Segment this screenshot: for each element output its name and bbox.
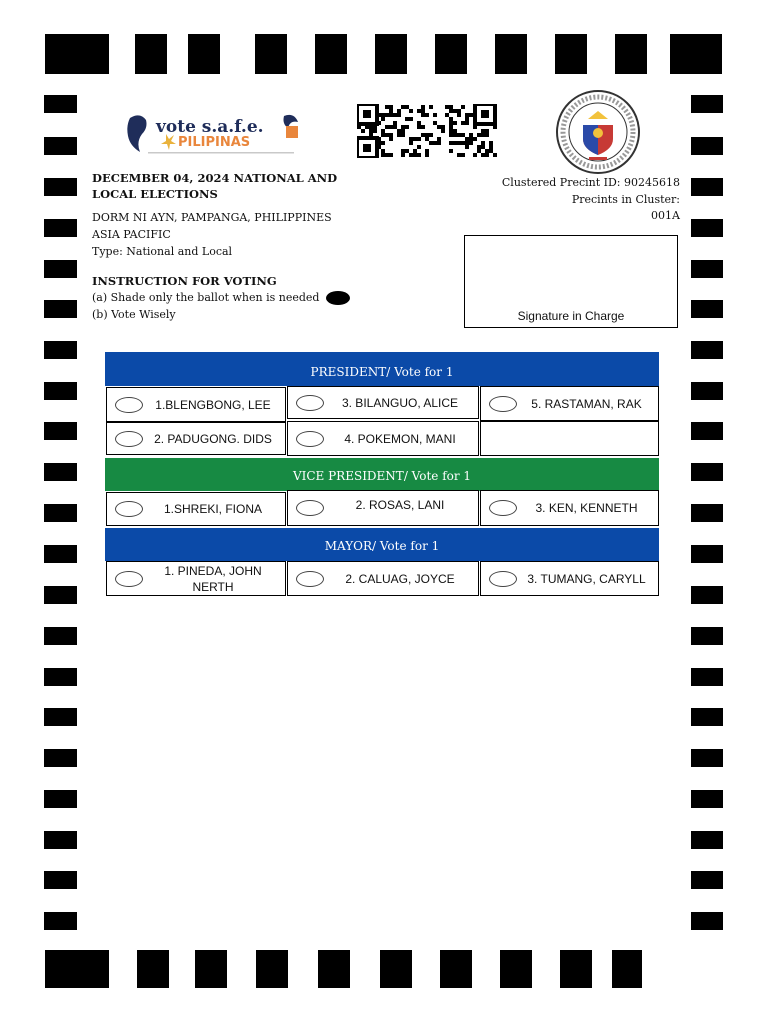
timing-mark [44,545,77,563]
timing-mark [44,219,77,237]
instruction-item-text: (a) Shade only the ballot when is needed [92,291,320,304]
timing-mark [380,950,412,988]
section-header-vice-president: VICE PRESIDENT/ Vote for 1 [105,458,659,491]
timing-mark [137,950,169,988]
vote-oval[interactable] [296,395,324,411]
vote-safe-pilipinas-logo [124,108,304,156]
timing-mark [560,950,592,988]
candidate-name: 2. CALUAG, JOYCE [345,571,455,586]
precincts-in-cluster-value: 001A [651,209,680,222]
timing-mark [315,34,347,74]
timing-mark [691,586,723,604]
timing-mark [44,463,77,481]
section-header-mayor: MAYOR/ Vote for 1 [105,528,659,561]
timing-mark [45,950,109,988]
vote-oval[interactable] [296,431,324,447]
svg-text:PILIPINAS: PILIPINAS [178,135,251,150]
vote-oval[interactable] [115,397,143,413]
timing-mark [375,34,407,74]
vote-oval[interactable] [115,501,143,517]
timing-mark [44,382,77,400]
timing-mark [44,178,77,196]
timing-mark [691,749,723,767]
instruction-item: (b) Vote Wisely [92,308,176,321]
candidate-name: 1.SHREKI, FIONA [163,502,263,516]
candidate-option[interactable] [106,387,286,422]
candidate-name: 1. PINEDA, JOHN NERTH [164,563,262,594]
candidate-option[interactable] [106,492,286,526]
timing-mark [44,260,77,278]
candidate-option[interactable] [480,490,659,526]
timing-mark [691,137,723,155]
timing-mark [135,34,167,74]
timing-mark [691,831,723,849]
department-of-foreign-affairs-seal [555,89,641,175]
timing-mark [615,34,647,74]
candidate-option[interactable] [287,490,479,526]
vote-oval[interactable] [115,571,143,587]
timing-mark [555,34,587,74]
candidate-name: 3. KEN, KENNETH [535,501,638,515]
timing-mark [691,627,723,645]
candidate-name: 5. RASTAMAN, RAK [531,396,642,411]
vote-oval[interactable] [296,500,324,516]
location-text: DORM NI AYN, PAMPANGA, PHILIPPINES [92,211,332,224]
timing-mark [44,831,77,849]
signature-box[interactable] [464,235,678,328]
candidate-name: 2. ROSAS, LANI [355,498,445,512]
timing-mark [500,950,532,988]
timing-mark [691,463,723,481]
timing-mark [435,34,467,74]
candidate-name: 2. PADUGONG. DIDS [154,431,272,446]
section-header-president: PRESIDENT/ Vote for 1 [105,352,659,386]
timing-mark [691,341,723,359]
vote-oval[interactable] [489,571,517,587]
candidate-name: 3. TUMANG, CARYLL [527,571,646,586]
timing-mark [44,871,77,889]
timing-mark [670,34,722,74]
svg-text:vote s.a.f.e.: vote s.a.f.e. [156,117,264,137]
timing-mark [44,137,77,155]
timing-mark [691,871,723,889]
shaded-oval-sample [326,291,350,305]
timing-mark [691,708,723,726]
timing-mark [691,790,723,808]
timing-mark [195,950,227,988]
election-title: DECEMBER 04, 2024 NATIONAL AND LOCAL ELECTIONS [92,171,338,201]
timing-mark [691,260,723,278]
empty-cell [480,421,659,456]
timing-mark [44,422,77,440]
timing-mark [45,34,109,74]
election-type-text: Type: National and Local [92,245,233,258]
timing-mark [691,545,723,563]
candidate-option[interactable] [106,561,286,596]
timing-mark [318,950,350,988]
timing-mark [44,912,77,930]
timing-mark [691,95,723,113]
timing-mark [255,34,287,74]
timing-mark [691,178,723,196]
vote-oval[interactable] [115,431,143,447]
timing-mark [44,668,77,686]
timing-mark [44,708,77,726]
region-text: ASIA PACIFIC [92,228,171,241]
timing-mark [691,382,723,400]
vote-oval[interactable] [296,571,324,587]
signature-label: Signature in Charge [517,309,625,323]
candidate-name: 1.BLENGBONG, LEE [155,397,271,412]
candidate-option[interactable] [480,386,659,421]
timing-mark [691,668,723,686]
timing-mark [44,586,77,604]
timing-mark [256,950,288,988]
timing-mark [691,219,723,237]
timing-mark [612,950,642,988]
candidate-option[interactable] [106,422,286,455]
candidate-option[interactable] [287,386,479,419]
qr-code [357,104,497,158]
vote-oval[interactable] [489,500,517,516]
timing-mark [691,504,723,522]
precincts-in-cluster-label: Precints in Cluster: [571,193,680,206]
instructions-title: INSTRUCTION FOR VOTING [92,274,277,288]
timing-mark [440,950,472,988]
timing-mark [44,627,77,645]
timing-mark [691,912,723,930]
timing-mark [44,300,77,318]
candidate-option[interactable] [287,421,479,456]
timing-mark [44,749,77,767]
timing-mark [44,341,77,359]
candidate-name: 4. POKEMON, MANI [344,431,456,446]
timing-mark [495,34,527,74]
candidate-option[interactable] [287,561,479,596]
timing-mark [44,504,77,522]
timing-mark [188,34,220,74]
timing-mark [691,300,723,318]
candidate-name: 3. BILANGUO, ALICE [341,395,459,410]
vote-oval[interactable] [489,396,517,412]
timing-mark [44,790,77,808]
clustered-precinct-id: Clustered Precint ID: 90245618 [501,176,680,189]
timing-mark [44,95,77,113]
candidate-option[interactable] [480,561,659,596]
instruction-item [92,291,350,305]
timing-mark [691,422,723,440]
